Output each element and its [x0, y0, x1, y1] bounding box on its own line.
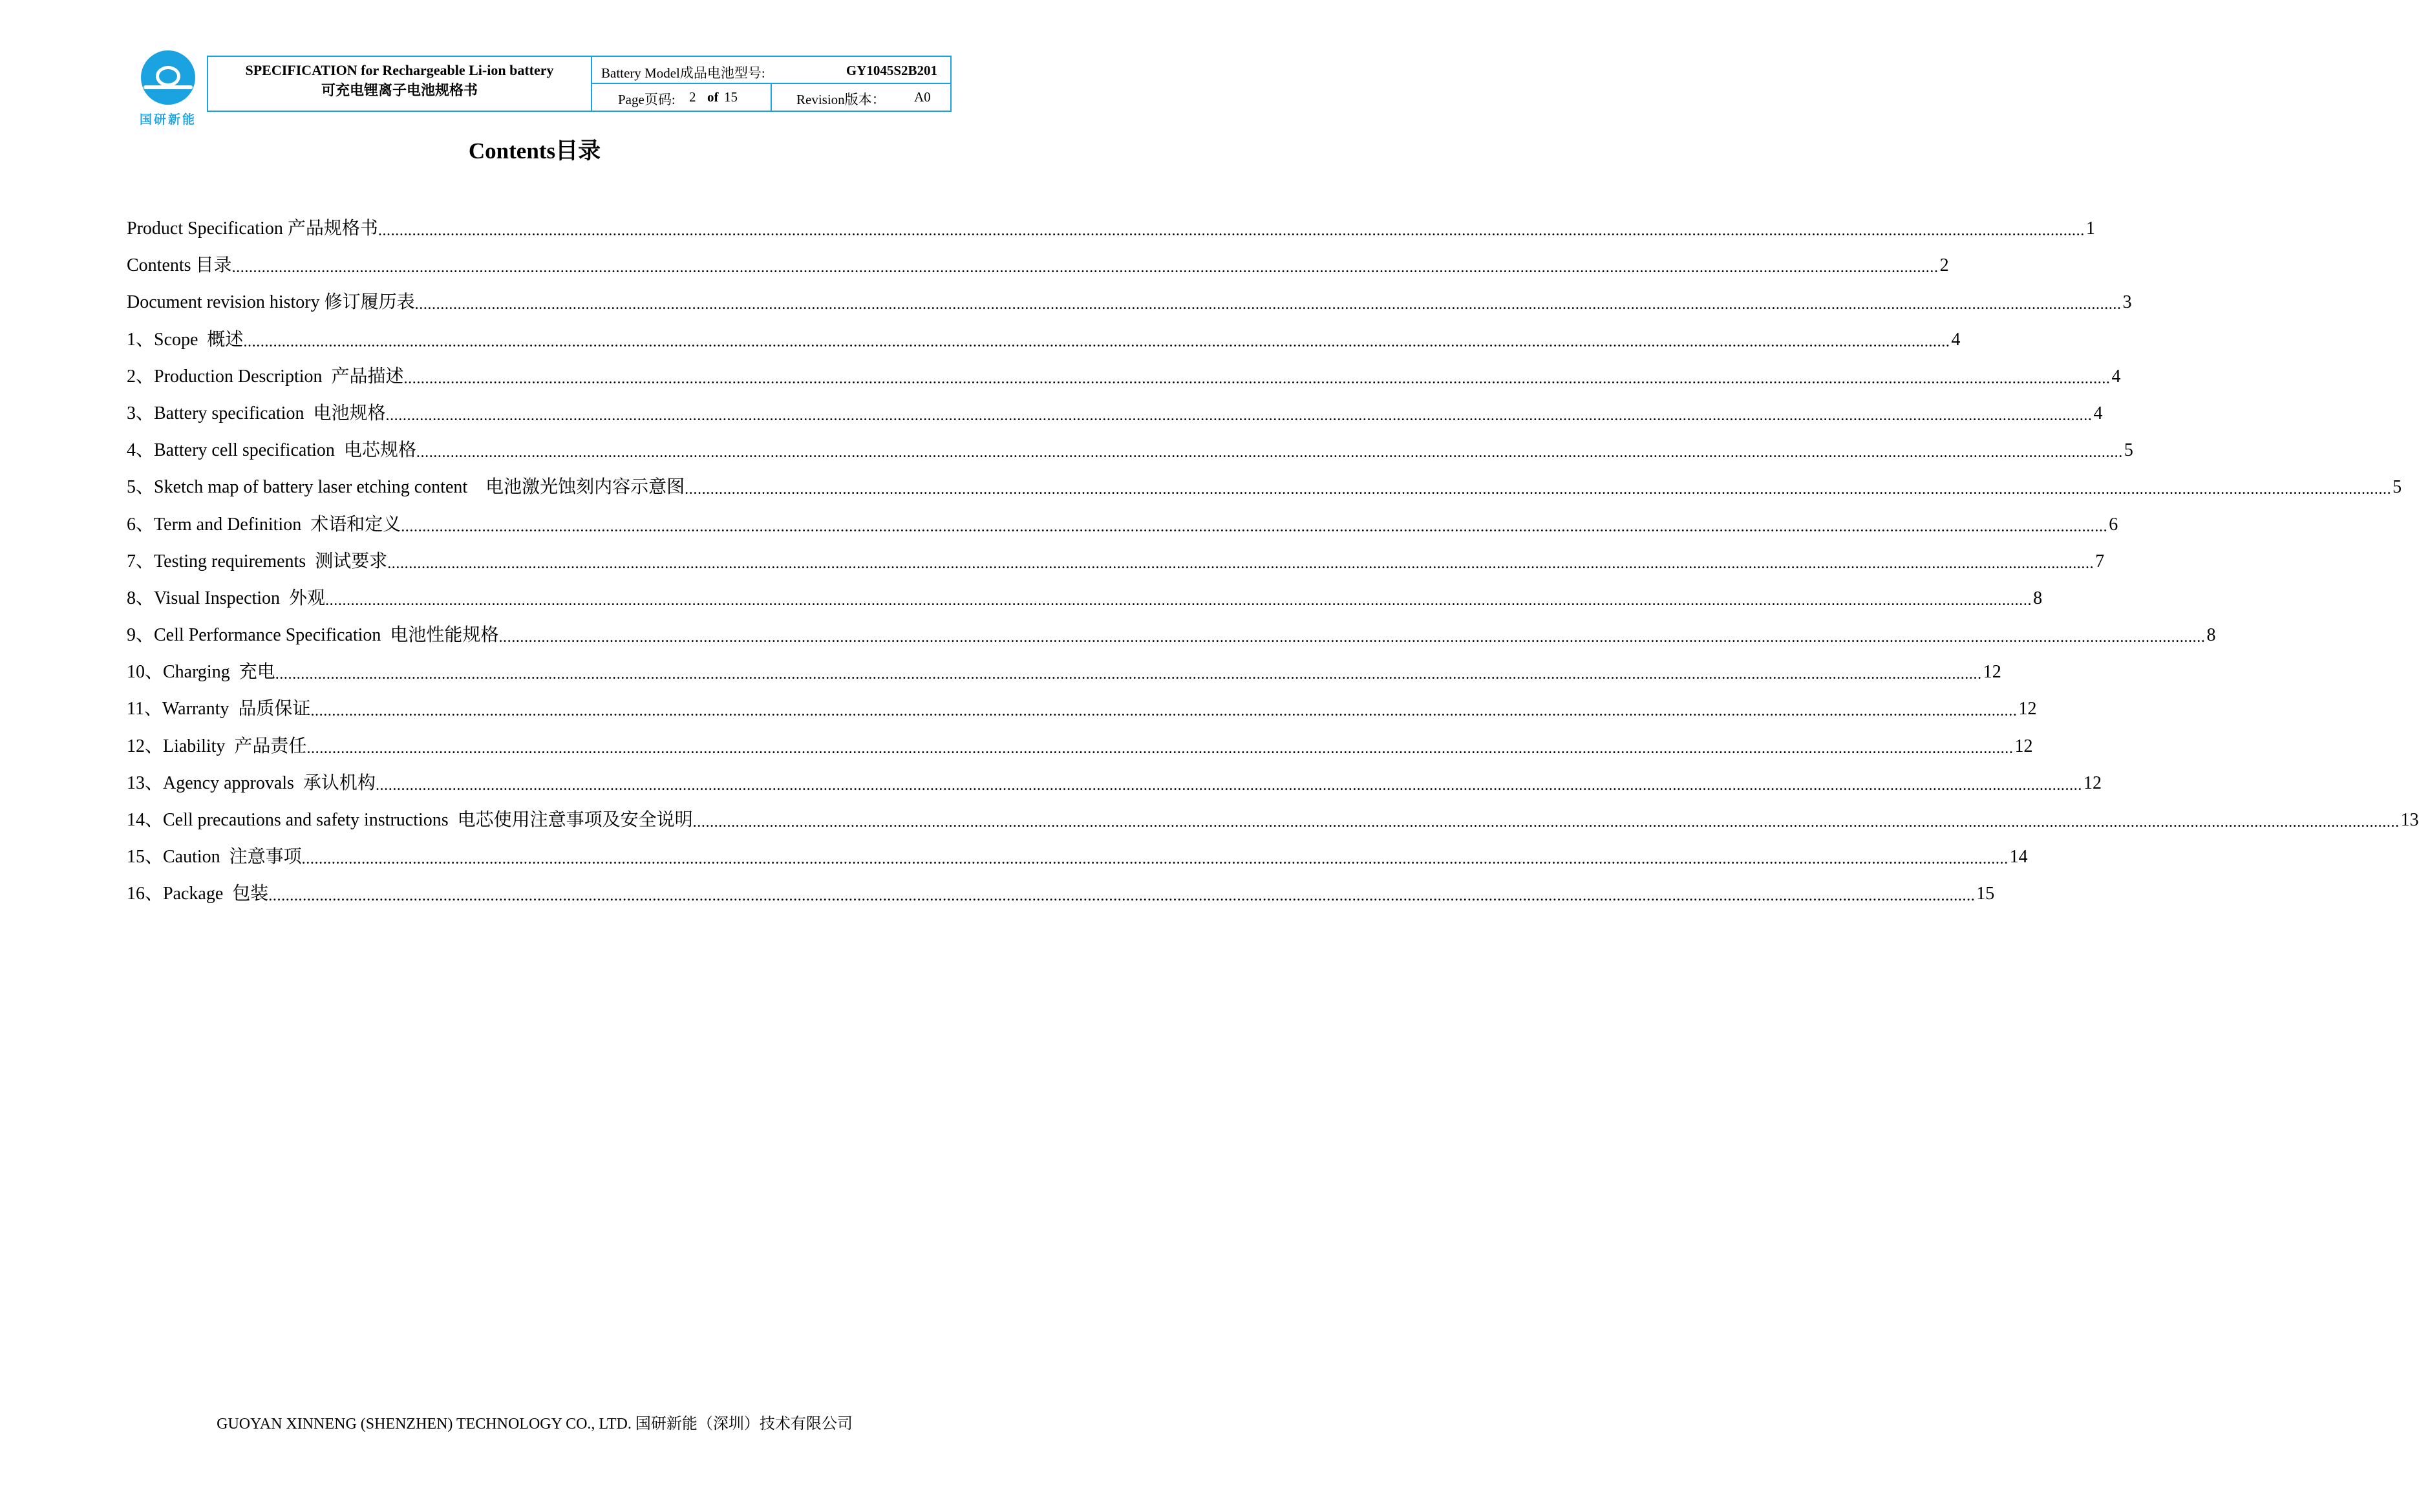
toc-entry[interactable]: [127, 844, 2028, 881]
toc-entry[interactable]: [127, 881, 1995, 918]
page-number-cell: [592, 84, 772, 111]
header-title-en: SPECIFICATION for Rechargeable Li-ion battery: [245, 62, 554, 78]
table-of-contents: [127, 216, 2419, 919]
toc-entry[interactable]: [127, 364, 2121, 401]
toc-leader-dots: ................................................................................................................................................................................................................................................................................................................................................................................................................: [243, 333, 1950, 350]
toc-leader-dots: ................................................................................................................................................................................................................................................................................................................................................................................................................: [275, 666, 1982, 683]
toc-entry[interactable]: [127, 623, 2216, 659]
page-revision-row: [592, 84, 950, 111]
page-label: Page页码:: [618, 92, 676, 107]
toc-leader-dots: ................................................................................................................................................................................................................................................................................................................................................................................................................: [498, 629, 2206, 646]
toc-leader-dots: ................................................................................................................................................................................................................................................................................................................................................................................................................: [692, 814, 2400, 831]
toc-leader-dots: ................................................................................................................................................................................................................................................................................................................................................................................................................: [385, 407, 2093, 424]
toc-leader-dots: ................................................................................................................................................................................................................................................................................................................................................................................................................: [310, 703, 2018, 720]
battery-model-label: Battery Model成品电池型号:: [601, 65, 765, 81]
toc-entry-page: 3: [2122, 292, 2132, 313]
logo-mark-icon: [141, 50, 195, 105]
toc-entry-page: 12: [2014, 736, 2033, 756]
toc-entry-page: 7: [2095, 551, 2105, 571]
toc-leader-dots: ................................................................................................................................................................................................................................................................................................................................................................................................................: [685, 481, 2392, 498]
toc-leader-dots: ................................................................................................................................................................................................................................................................................................................................................................................................................: [268, 888, 1976, 905]
toc-leader-dots: ................................................................................................................................................................................................................................................................................................................................................................................................................: [414, 296, 2122, 314]
toc-entry[interactable]: [127, 512, 2118, 549]
toc-entry-title: 6、Term and Definition 术语和定义: [127, 514, 401, 535]
page-footer: GUOYAN XINNENG (SHENZHEN) TECHNOLOGY CO., LTD. 国研新能（深圳）技术有限公司: [217, 1416, 853, 1432]
toc-leader-dots: ................................................................................................................................................................................................................................................................................................................................................................................................................: [231, 259, 1939, 277]
toc-entry-page: 5: [2124, 440, 2133, 461]
toc-entry-page: 12: [1983, 662, 2001, 683]
toc-entry-page: 6: [2109, 514, 2118, 535]
page-total: 15: [724, 89, 738, 105]
toc-entry-title: 13、Agency approvals 承认机构: [127, 772, 376, 793]
toc-leader-dots: ................................................................................................................................................................................................................................................................................................................................................................................................................: [403, 370, 2111, 387]
toc-entry-title: 16、Package 包装: [127, 884, 269, 904]
toc-entry-title: 10、Charging 充电: [127, 662, 275, 683]
toc-entry[interactable]: [127, 734, 2033, 771]
toc-leader-dots: ................................................................................................................................................................................................................................................................................................................................................................................................................: [306, 740, 2014, 757]
header-info-cells: [592, 57, 950, 111]
toc-entry-title: 14、Cell precautions and safety instructions 电芯使用注意事项及安全说明: [127, 810, 693, 830]
toc-entry-page: 12: [2018, 699, 2037, 719]
toc-leader-dots: ................................................................................................................................................................................................................................................................................................................................................................................................................: [401, 518, 2108, 535]
toc-entry-title: 2、Production Description 产品描述: [127, 366, 404, 387]
toc-entry-page: 8: [2206, 625, 2216, 646]
toc-entry-page: 8: [2033, 588, 2043, 608]
toc-entry[interactable]: [127, 327, 1961, 364]
toc-entry-title: Product Specification 产品规格书: [127, 218, 378, 239]
toc-entry-title: 5、Sketch map of battery laser etching content 电池激光蚀刻内容示意图: [127, 477, 685, 498]
toc-entry[interactable]: [127, 253, 1949, 290]
toc-leader-dots: ................................................................................................................................................................................................................................................................................................................................................................................................................: [378, 222, 2085, 239]
toc-entry-page: 12: [2083, 772, 2102, 793]
toc-leader-dots: ................................................................................................................................................................................................................................................................................................................................................................................................................: [325, 591, 2032, 609]
toc-entry-title: 9、Cell Performance Specification 电池性能规格: [127, 625, 499, 646]
toc-entry-title: 11、Warranty 品质保证: [127, 699, 311, 719]
toc-entry[interactable]: [127, 807, 2419, 844]
toc-entry[interactable]: [127, 401, 2103, 438]
toc-entry[interactable]: [127, 586, 2043, 623]
toc-leader-dots: ................................................................................................................................................................................................................................................................................................................................................................................................................: [301, 851, 2009, 868]
toc-entry[interactable]: [127, 549, 2105, 586]
toc-entry-title: Document revision history 修订履历表: [127, 292, 415, 313]
company-logo: [127, 50, 209, 128]
toc-leader-dots: ................................................................................................................................................................................................................................................................................................................................................................................................................: [387, 555, 2094, 572]
toc-entry-title: 4、Battery cell specification 电芯规格: [127, 440, 416, 461]
toc-leader-dots: ................................................................................................................................................................................................................................................................................................................................................................................................................: [416, 444, 2123, 462]
toc-entry[interactable]: [127, 290, 2132, 326]
revision-value: A0: [914, 89, 931, 105]
toc-leader-dots: ................................................................................................................................................................................................................................................................................................................................................................................................................: [375, 776, 2082, 794]
page-title: Contents目录: [468, 138, 601, 164]
toc-entry-title: 3、Battery specification 电池规格: [127, 403, 386, 423]
toc-entry-page: 15: [1976, 884, 1995, 904]
toc-entry[interactable]: [127, 659, 2001, 696]
header-title-zh: 可充电锂离子电池规格书: [321, 83, 478, 99]
logo-text: 国研新能: [139, 112, 197, 127]
toc-entry[interactable]: [127, 438, 2133, 474]
toc-entry-title: 8、Visual Inspection 外观: [127, 588, 326, 608]
toc-entry[interactable]: [127, 696, 2037, 733]
toc-entry-page: 4: [2111, 366, 2121, 387]
toc-entry-page: 5: [2392, 477, 2402, 498]
toc-entry-title: 1、Scope 概述: [127, 329, 244, 350]
toc-entry-page: 4: [1951, 329, 1961, 350]
battery-model-value: GY1045S2B201: [846, 63, 937, 78]
document-header: [207, 56, 952, 112]
toc-entry-title: 12、Liability 产品责任: [127, 736, 307, 756]
page-current: 2: [689, 89, 696, 105]
toc-entry[interactable]: [127, 474, 2402, 511]
toc-entry-title: 7、Testing requirements 测试要求: [127, 551, 388, 571]
revision-label: Revision版本：: [796, 92, 886, 107]
toc-entry-page: 14: [2009, 847, 2028, 868]
page-of: of: [707, 89, 719, 105]
toc-entry[interactable]: [127, 216, 2095, 253]
toc-entry[interactable]: [127, 771, 2102, 807]
toc-entry-page: 2: [1939, 255, 1949, 276]
toc-entry-page: 13: [2400, 810, 2419, 830]
revision-cell: [772, 84, 950, 111]
battery-model-row: [592, 57, 950, 84]
toc-entry-title: 15、Caution 注意事项: [127, 847, 302, 868]
toc-entry-page: 4: [2093, 403, 2103, 423]
toc-entry-title: Contents 目录: [127, 255, 232, 276]
header-title-cell: [208, 57, 592, 111]
toc-entry-page: 1: [2085, 218, 2095, 239]
